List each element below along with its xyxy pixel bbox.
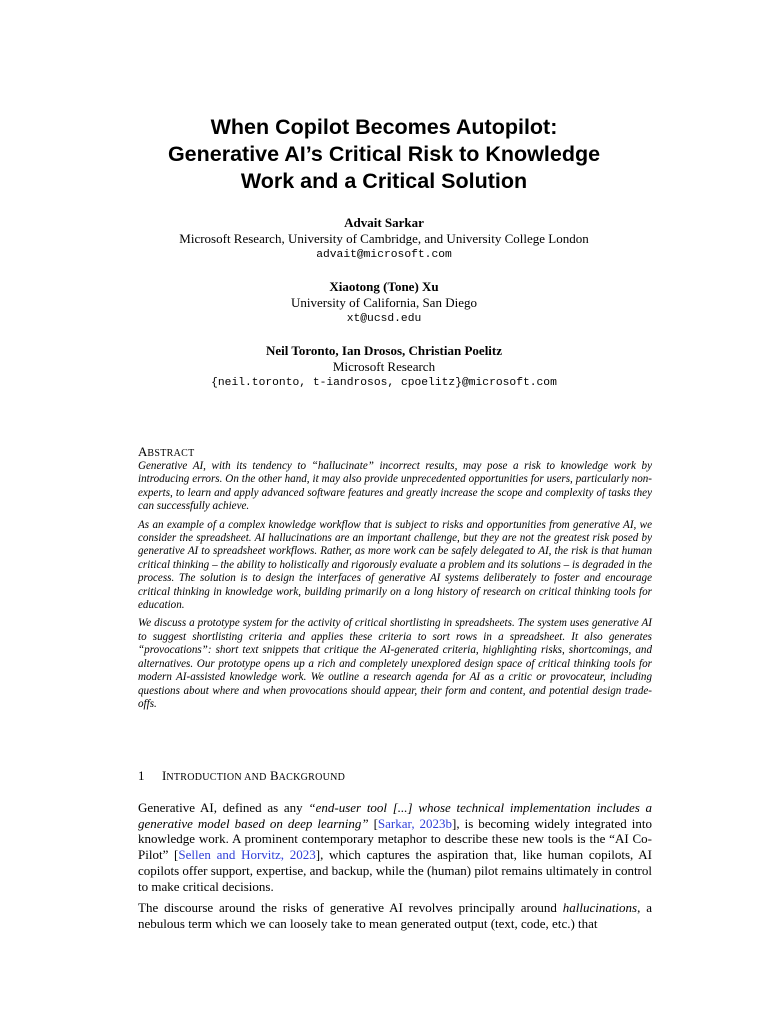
author-email: advait@microsoft.com [316,249,452,261]
intro-body [138,800,652,938]
author-email: {neil.toronto, t-iandrosos, cpoelitz}@microsoft.com [211,377,557,389]
paper-title [0,114,768,195]
author-name: Advait Sarkar [344,215,424,230]
author-affiliation: Microsoft Research, University of Cambridge, and University College London [179,231,589,246]
abstract-heading: ABSTRACT [138,444,195,459]
title-line-3: Work and a Critical Solution [240,169,528,193]
author-block-2 [0,279,768,327]
abstract-body [138,460,652,716]
author-block-3 [0,343,768,391]
abstract-paragraph-2: As an example of a complex knowledge workflow that is subject to risks and opportunities from generative AI, we consider the spreadsheet. AI hallucinations are an important challenge, but they are not the greatest risk posed by generative AI to spreadsheet workflows. Rather, as more work can be safely delegated to AI, the risk is that human critical thinking – the ability to holistically and rigorously evaluate a problem and its solutions – is degraded in the process. The solution is to design the interfaces of generative AI systems deliberately to foster and encourage critical thinking in knowledge work, building primarily on a long history of research on critical thinking tools for education. [138,518,652,612]
citation-link[interactable]: Sarkar, 2023b [377,815,453,831]
intro-paragraph-2: The discourse around the risks of generative AI revolves principally around hallucinations, a nebulous term which we can loosely take to mean generated output (text, code, etc.) that [138,900,652,931]
intro-heading: 1 INTRODUCTION AND BACKGROUND [138,768,346,783]
author-name: Xiaotong (Tone) Xu [329,279,439,294]
author-email: xt@ucsd.edu [346,313,422,325]
author-name: Neil Toronto, Ian Drosos, Christian Poelitz [265,343,503,358]
author-block-1 [0,215,768,263]
citation-link[interactable]: Sellen and Horvitz, 2023 [178,847,316,863]
abstract-paragraph-3: We discuss a prototype system for the activity of critical shortlisting in spreadsheets. The system uses generative AI to suggest shortlisting criteria and applies these criteria to sort rows in a spreadsheet. It also generates “provocations”: short text snippets that critique the AI-generated criteria, highlighting risks, shortcomings, and alternatives. Our prototype opens up a rich and completely unexplored design space of critical thinking tools for modern AI-assisted knowledge work. We outline a research agenda for AI as a critic or provocateur, including questions about where and when provocations should appear, their form and content, and potential design trade-offs. [138,617,652,710]
intro-paragraph-1: Generative AI, defined as any “end-user tool [...] whose technical implementation includes a generative model based on deep learning” [Sarkar, 2023b], is becoming widely integrated into knowledge work. A prominent contemporary metaphor to describe these new tools is the “AI Co-Pilot” [Sellen and Horvitz, 2023], which captures the aspiration that, like human copilots, AI copilots offer support, expertise, and backup, while the (human) pilot remains ultimately in control to make critical decisions. [138,800,652,894]
section-number: 1 [138,768,145,783]
abstract-paragraph-1: Generative AI, with its tendency to “hallucinate” incorrect results, may pose a risk to knowledge work by introducing errors. On the other hand, it may also provide unprecedented opportunities for users, particularly non-experts, to learn and apply advanced software features and greatly increase the scope and complexity of tasks they can successfully achieve. [138,460,652,513]
title-line-1: When Copilot Becomes Autopilot: [210,115,558,139]
author-affiliation: University of California, San Diego [291,295,477,310]
quoted-definition: “end-user tool [...] whose technical implementation includes a generative model based on deep learning” [138,800,652,831]
author-affiliation: Microsoft Research [332,359,436,374]
title-line-2: Generative AI’s Critical Risk to Knowledge [167,142,601,166]
